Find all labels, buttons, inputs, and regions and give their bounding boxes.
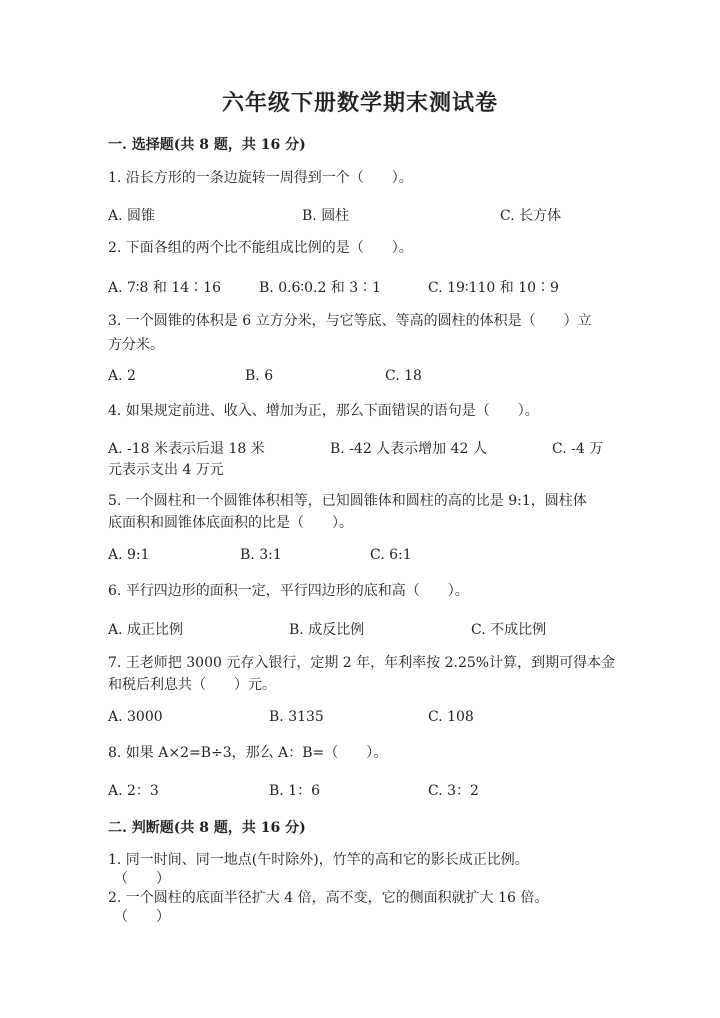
q6-option-a: A. 成正比例 — [108, 622, 184, 638]
q8-option-a: A. 2：3 — [108, 783, 159, 799]
judgment-question-2: 2. 一个圆柱的底面半径扩大 4 倍，高不变，它的侧面积就扩大 16 倍。 — [108, 890, 549, 906]
question-6: 6. 平行四边形的面积一定，平行四边形的底和高（ ）。 — [108, 583, 469, 599]
q8-option-b: B. 1：6 — [269, 783, 321, 799]
section-heading-judgment: 二. 判断题(共 8 题，共 16 分) — [108, 820, 306, 836]
question-3-line2: 方分米。 — [108, 337, 164, 353]
question-8: 8. 如果 A×2=B÷3，那么 A：B=（ ）。 — [108, 745, 388, 761]
q8-option-c: C. 3：2 — [428, 783, 479, 799]
q7-option-a: A. 3000 — [108, 709, 163, 725]
q4-option-c-continued: 元表示支出 4 万元 — [108, 462, 224, 478]
question-7-line1: 7. 王老师把 3000 元存入银行，定期 2 年，年利率按 2.25%计算，到期可得本金 — [108, 655, 616, 671]
q1-option-b: B. 圆柱 — [302, 208, 350, 224]
q2-option-c: C. 19∶110 和 10∶9 — [428, 280, 559, 296]
q3-option-b: B. 6 — [245, 368, 274, 384]
judgment-question-1: 1. 同一时间、同一地点(午时除外)，竹竿的高和它的影长成正比例。 — [108, 852, 529, 868]
page-title: 六年级下册数学期末测试卷 — [221, 90, 498, 116]
q5-option-c: C. 6:1 — [370, 547, 412, 563]
question-5-line1: 5. 一个圆柱和一个圆锥体积相等，已知圆锥体和圆柱的高的比是 9:1，圆柱体 — [108, 493, 587, 509]
question-7-line2: 和税后利息共（ ）元。 — [108, 677, 276, 693]
question-3-line1: 3. 一个圆锥的体积是 6 立方分米，与它等底、等高的圆柱的体积是（ ）立 — [108, 313, 592, 329]
judgment-blank-2: （ ） — [114, 909, 170, 925]
q6-option-c: C. 不成比例 — [471, 622, 547, 638]
judgment-blank-1: （ ） — [114, 871, 170, 887]
q5-option-a: A. 9:1 — [108, 547, 150, 563]
q5-option-b: B. 3:1 — [240, 547, 282, 563]
q1-option-c: C. 长方体 — [500, 208, 562, 224]
section-heading-choice: 一. 选择题(共 8 题，共 16 分) — [108, 137, 306, 153]
question-2: 2. 下面各组的两个比不能组成比例的是（ ）。 — [108, 240, 413, 256]
q2-option-a: A. 7∶8 和 14∶16 — [108, 280, 221, 296]
q3-option-c: C. 18 — [385, 368, 422, 384]
q3-option-a: A. 2 — [108, 368, 136, 384]
question-4: 4. 如果规定前进、收入、增加为正，那么下面错误的语句是（ ）。 — [108, 403, 539, 419]
question-5-line2: 底面积和圆锥体底面积的比是（ ）。 — [108, 515, 353, 531]
q4-option-c: C. -4 万 — [552, 441, 604, 457]
q6-option-b: B. 成反比例 — [289, 622, 365, 638]
question-1: 1. 沿长方形的一条边旋转一周得到一个（ ）。 — [108, 170, 413, 186]
q1-option-a: A. 圆锥 — [108, 208, 156, 224]
q4-option-b: B. -42 人表示增加 42 人 — [330, 441, 487, 457]
q7-option-c: C. 108 — [428, 709, 474, 725]
q4-option-a: A. -18 米表示后退 18 米 — [108, 441, 265, 457]
q7-option-b: B. 3135 — [269, 709, 324, 725]
q2-option-b: B. 0.6∶0.2 和 3∶1 — [259, 280, 382, 296]
